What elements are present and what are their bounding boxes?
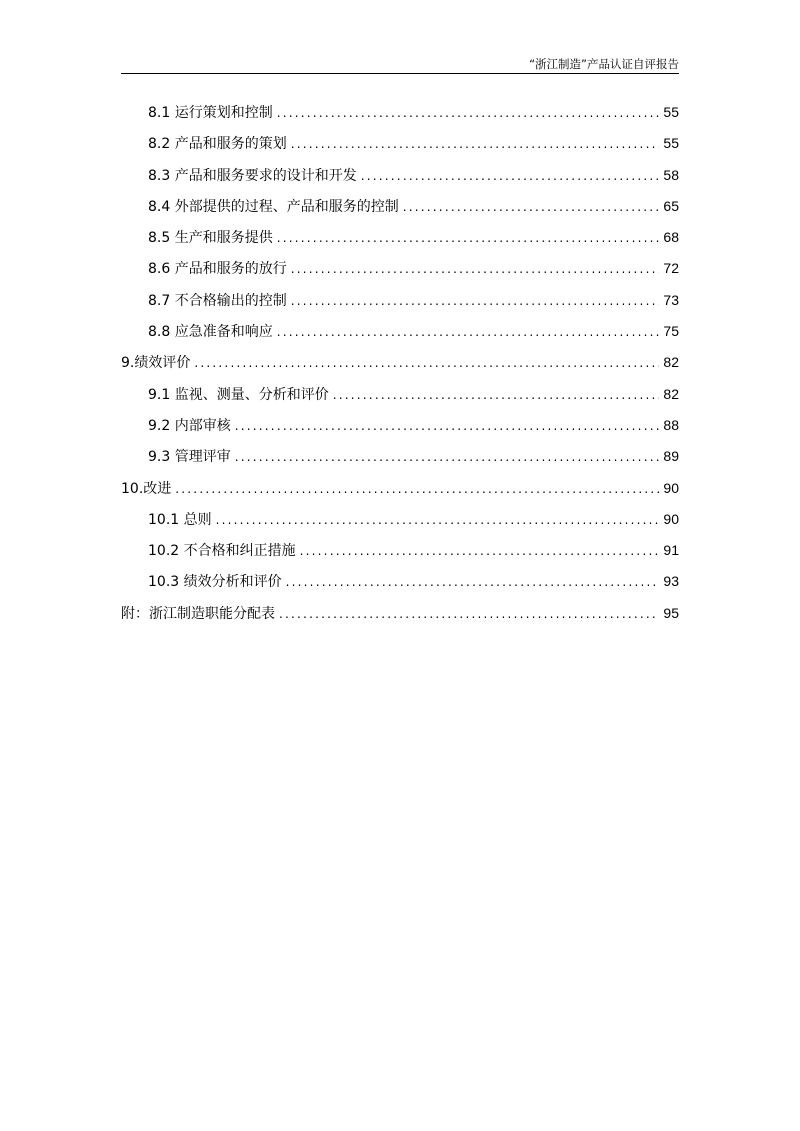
toc-entry-page: 90: [663, 510, 679, 527]
toc-entry-title: 9.1 监视、测量、分析和评价: [148, 386, 329, 403]
toc-entry-page: 75: [663, 323, 679, 340]
table-of-contents: [121, 97, 679, 629]
toc-entry[interactable]: [121, 379, 679, 410]
page-header-title: “浙江制造”产品认证自评报告: [529, 57, 679, 71]
toc-leader-dots: [194, 348, 659, 378]
toc-entry-title: 10.1 总则: [148, 511, 212, 528]
toc-entry-title: 8.4 外部提供的过程、产品和服务的控制: [148, 198, 399, 215]
toc-entry[interactable]: [121, 285, 679, 316]
toc-entry[interactable]: [121, 97, 679, 128]
toc-entry-title: 9.2 内部审核: [148, 417, 231, 434]
toc-entry-title: 9.3 管理评审: [148, 449, 231, 466]
toc-entry[interactable]: [121, 410, 679, 441]
toc-leader-dots: [361, 161, 660, 191]
toc-leader-dots: [277, 317, 660, 347]
toc-entry-page: 72: [663, 260, 679, 277]
toc-entry[interactable]: [121, 504, 679, 535]
toc-entry[interactable]: [121, 473, 679, 504]
toc-entry-title: 9.绩效评价: [121, 355, 191, 372]
toc-leader-dots: [216, 505, 660, 535]
toc-leader-dots: [291, 129, 660, 159]
toc-entry-page: 93: [663, 573, 679, 590]
toc-leader-dots: [291, 286, 660, 316]
toc-leader-dots: [175, 474, 659, 504]
toc-entry[interactable]: [121, 160, 679, 191]
toc-leader-dots: [403, 192, 660, 222]
toc-entry-page: 90: [663, 479, 679, 496]
toc-entry[interactable]: [121, 316, 679, 347]
toc-entry[interactable]: [121, 253, 679, 284]
toc-entry-title: 10.2 不合格和纠正措施: [148, 543, 296, 560]
toc-leader-dots: [235, 411, 660, 441]
toc-entry-title: 8.6 产品和服务的放行: [148, 261, 287, 278]
toc-entry-title: 8.2 产品和服务的策划: [148, 136, 287, 153]
toc-leader-dots: [300, 536, 660, 566]
toc-entry[interactable]: [121, 191, 679, 222]
header-divider: [121, 73, 679, 74]
toc-leader-dots: [277, 98, 660, 128]
toc-entry-page: 58: [663, 166, 679, 183]
toc-leader-dots: [279, 599, 659, 629]
toc-entry[interactable]: [121, 441, 679, 472]
toc-entry-page: 65: [663, 197, 679, 214]
toc-leader-dots: [286, 567, 660, 597]
toc-entry-page: 55: [663, 104, 679, 120]
toc-leader-dots: [291, 254, 660, 284]
toc-entry-title: 8.1 运行策划和控制: [148, 105, 273, 121]
toc-entry-page: 73: [663, 291, 679, 308]
toc-entry-title: 8.5 生产和服务提供: [148, 230, 273, 247]
toc-entry[interactable]: [121, 535, 679, 566]
toc-entry[interactable]: [121, 222, 679, 253]
toc-entry[interactable]: [121, 347, 679, 378]
toc-entry-title: 10.改进: [121, 480, 172, 497]
toc-entry[interactable]: [121, 128, 679, 159]
toc-entry-title: 8.8 应急准备和响应: [148, 324, 273, 341]
toc-entry-page: 68: [663, 229, 679, 246]
toc-entry-title: 8.7 不合格输出的控制: [148, 292, 287, 309]
toc-leader-dots: [277, 223, 660, 253]
toc-entry[interactable]: [121, 598, 679, 629]
toc-leader-dots: [333, 380, 660, 410]
toc-entry-page: 91: [663, 542, 679, 559]
toc-entry-page: 82: [663, 354, 679, 371]
toc-entry-title: 8.3 产品和服务要求的设计和开发: [148, 167, 357, 184]
toc-entry-page: 55: [663, 135, 679, 152]
toc-entry-title: 附：浙江制造职能分配表: [121, 605, 275, 622]
toc-entry-page: 88: [663, 416, 679, 433]
toc-entry-page: 89: [663, 448, 679, 465]
toc-entry-page: 82: [663, 385, 679, 402]
toc-entry-title: 10.3 绩效分析和评价: [148, 574, 282, 591]
toc-entry-page: 95: [663, 604, 679, 621]
toc-leader-dots: [235, 442, 660, 472]
toc-entry[interactable]: [121, 566, 679, 597]
